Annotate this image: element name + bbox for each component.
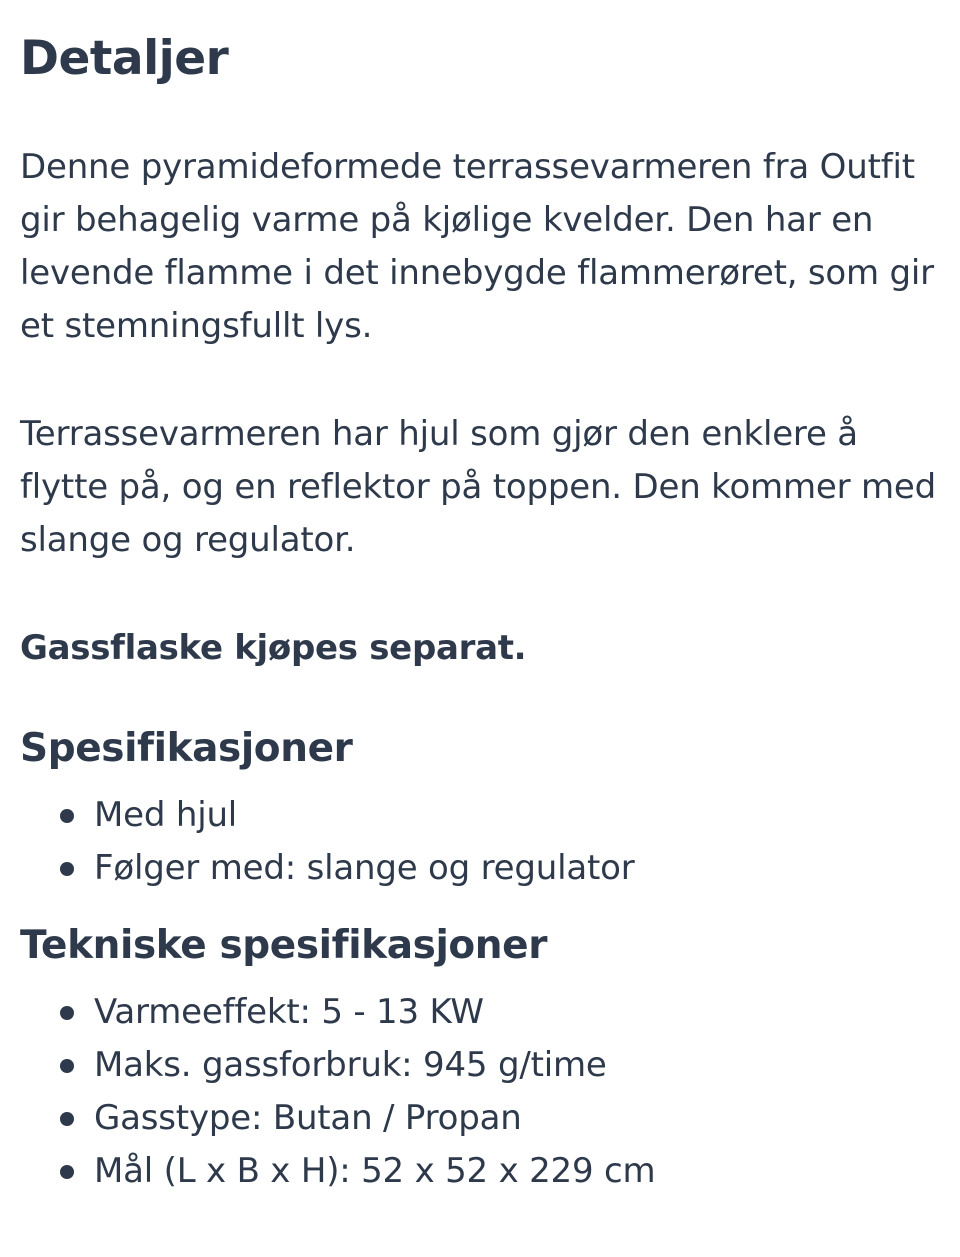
- list-item: [94, 1145, 940, 1198]
- list-item-text: Maks. gassforbruk: 945 g/time: [94, 1045, 607, 1085]
- list-item: [94, 1039, 940, 1092]
- technical-specifications-heading: Tekniske spesifikasjoner: [20, 923, 548, 968]
- list-item-text: Varmeeffekt: 5 - 13 KW: [94, 992, 484, 1032]
- list-item: [94, 1092, 940, 1145]
- description-paragraph-2: Terrassevarmeren har hjul som gjør den enklere å flytte på, og en reflektor på toppen. Den kommer med slange og regulator.: [20, 414, 937, 560]
- specifications-heading: Spesifikasjoner: [20, 726, 353, 771]
- list-item: [94, 986, 940, 1039]
- list-item-text: Mål (L x B x H): 52 x 52 x 229 cm: [94, 1151, 656, 1191]
- list-item-text: Gasstype: Butan / Propan: [94, 1098, 522, 1138]
- bullet-icon: [60, 862, 74, 876]
- bullet-icon: [60, 1112, 74, 1126]
- list-item: [94, 842, 940, 895]
- gas-bottle-note: Gassflaske kjøpes separat.: [20, 628, 527, 668]
- technical-specifications-list: [20, 986, 940, 1198]
- description-paragraph-1: Denne pyramideformede terrassevarmeren fra Outfit gir behagelig varme på kjølige kvelder. Den har en levende flamme i det innebygde flammerøret, som gir et stemningsfullt lys.: [20, 147, 934, 346]
- list-item: [94, 789, 940, 842]
- bullet-icon: [60, 1059, 74, 1073]
- bullet-icon: [60, 1165, 74, 1179]
- specifications-list: [20, 789, 940, 895]
- bullet-icon: [60, 1006, 74, 1020]
- list-item-text: Følger med: slange og regulator: [94, 848, 635, 888]
- list-item-text: Med hjul: [94, 795, 238, 835]
- bullet-icon: [60, 809, 74, 823]
- details-heading: Detaljer: [20, 31, 229, 86]
